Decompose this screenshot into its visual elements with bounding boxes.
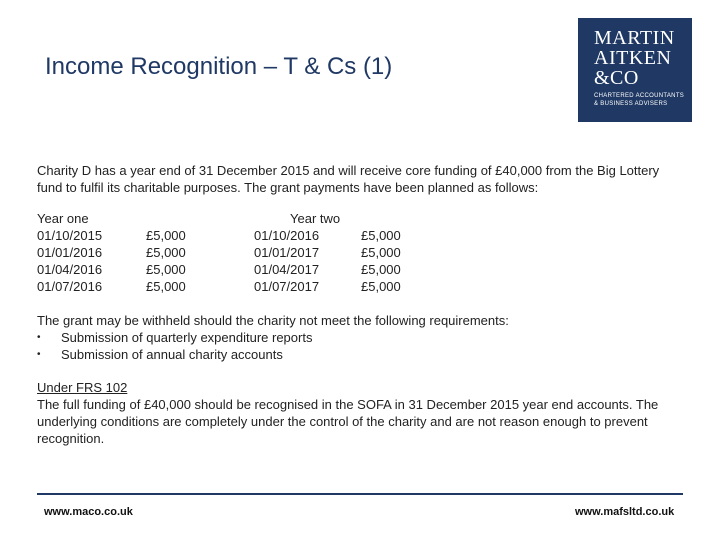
schedule-date: 01/10/2016 (254, 228, 320, 243)
schedule-date: 01/04/2017 (254, 262, 320, 277)
schedule-date: 01/10/2015 (37, 228, 103, 243)
bullet-icon: • (37, 349, 41, 360)
requirements-lead: The grant may be withheld should the charity not meet the following requirements: (37, 313, 509, 328)
schedule-amount: £5,000 (361, 279, 401, 294)
footer-link-right[interactable]: www.mafsltd.co.uk (575, 506, 675, 518)
frs-heading: Under FRS 102 (37, 380, 128, 395)
page-title: Income Recognition – T & Cs (1) (45, 53, 393, 80)
company-logo (578, 18, 692, 122)
frs-body: The full funding of £40,000 should be recognised in the SOFA in 31 December 2015 year end accounts. The underlying conditions are completely under the control of the charity and are not reason enough to prevent recognition. (37, 397, 659, 446)
schedule-date: 01/01/2016 (37, 245, 103, 260)
list-item (37, 329, 677, 346)
year-one-dates (37, 210, 102, 295)
logo-line-3: &CO (594, 67, 639, 89)
schedule-date: 01/01/2017 (254, 245, 320, 260)
year-two-dates (254, 227, 319, 295)
frs-section (37, 379, 677, 447)
logo-line-1: MARTIN (594, 27, 675, 49)
logo-tagline (594, 92, 692, 108)
schedule-amount: £5,000 (146, 279, 186, 294)
year-two-amounts (361, 227, 401, 295)
schedule-amount: £5,000 (146, 245, 186, 260)
schedule-date: 01/04/2016 (37, 262, 103, 277)
logo-tagline-1: CHARTERED ACCOUNTANTS (594, 93, 685, 99)
bullet-icon: • (37, 332, 41, 343)
footer-link-left[interactable]: www.maco.co.uk (44, 506, 133, 518)
requirements-section (37, 312, 677, 363)
schedule-amount: £5,000 (361, 262, 401, 277)
schedule-amount: £5,000 (146, 228, 186, 243)
list-item (37, 346, 677, 363)
schedule-amount: £5,000 (361, 228, 401, 243)
requirement-text: Submission of quarterly expenditure reports (61, 330, 313, 345)
year-one-heading: Year one (37, 211, 89, 226)
year-one-amounts (146, 227, 186, 295)
year-two-heading: Year two (290, 211, 341, 226)
schedule-amount: £5,000 (146, 262, 186, 277)
footer-divider (37, 493, 683, 495)
schedule-date: 01/07/2017 (254, 279, 320, 294)
schedule-date: 01/07/2016 (37, 279, 103, 294)
logo-tagline-2: & BUSINESS ADVISERS (594, 101, 668, 107)
logo-line-2: AITKEN (594, 47, 672, 69)
intro-paragraph: Charity D has a year end of 31 December 2015 and will receive core funding of £40,000 from the Big Lottery fund to fulfil its charitable purposes. The grant payments have been planned as follows: (37, 163, 660, 195)
schedule-amount: £5,000 (361, 245, 401, 260)
requirement-text: Submission of annual charity accounts (61, 347, 283, 362)
